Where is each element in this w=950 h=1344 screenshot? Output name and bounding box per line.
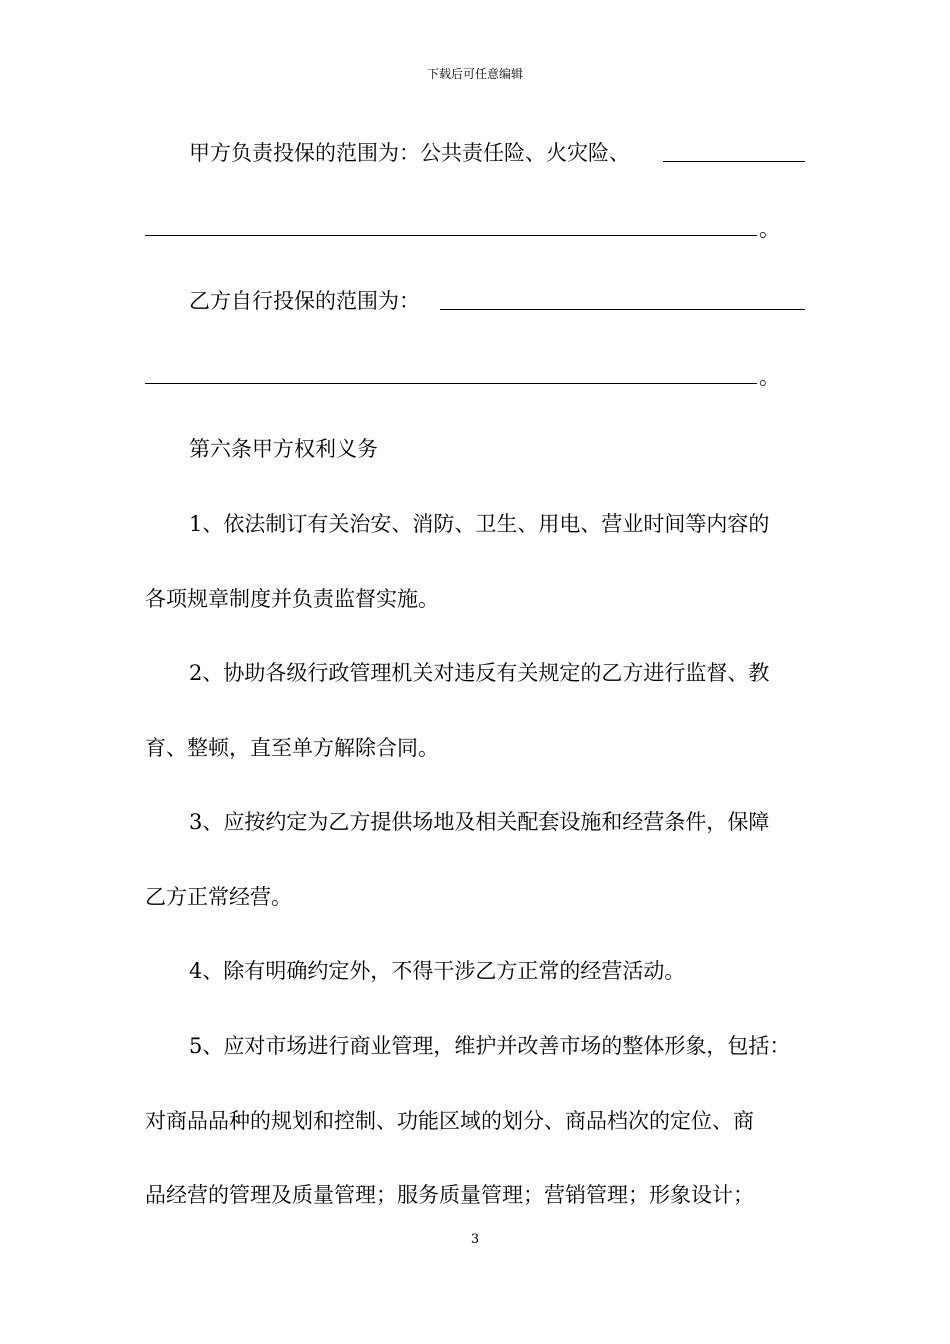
article-six-item-3-line-1: 3、应按约定为乙方提供场地及相关配套设施和经营条件，保障: [189, 810, 770, 834]
article-six-item-2-line-1: 2、协助各级行政管理机关对违反有关规定的乙方进行监督、教: [189, 661, 770, 685]
article-six-item-5-line-2: 对商品品种的规划和控制、功能区域的划分、商品档次的定位、商: [145, 1109, 754, 1133]
page-number: 3: [470, 1232, 480, 1247]
page-header: 下载后可任意编辑: [426, 67, 523, 81]
article-six-title: 第六条甲方权利义务: [189, 437, 378, 461]
article-six-item-2-line-2: 育、整顿，直至单方解除合同。: [145, 736, 439, 760]
party-a-end-mark: 。: [759, 217, 780, 241]
article-six-item-5-line-3: 品经营的管理及质量管理；服务质量管理；营销管理；形象设计；: [145, 1183, 754, 1207]
article-six-item-5-line-1: 5、应对市场进行商业管理，维护并改善市场的整体形象，包括：: [189, 1034, 791, 1058]
party-b-fill-blank-1: [440, 309, 805, 310]
party-b-insurance-scope: 乙方自行投保的范围为：: [189, 289, 420, 313]
party-a-insurance-scope: 甲方负责投保的范围为：公共责任险、火灾险、: [189, 141, 630, 165]
party-a-fill-blank-1: [663, 161, 805, 162]
article-six-item-1-line-1: 1、依法制订有关治安、消防、卫生、用电、营业时间等内容的: [189, 512, 770, 536]
party-a-fill-blank-2: [145, 235, 757, 236]
article-six-item-1-line-2: 各项规章制度并负责监督实施。: [145, 587, 439, 611]
party-b-fill-blank-2: [145, 383, 757, 384]
article-six-item-3-line-2: 乙方正常经营。: [145, 885, 292, 909]
party-b-end-mark: 。: [759, 365, 780, 389]
article-six-item-4-line-1: 4、除有明确约定外，不得干涉乙方正常的经营活动。: [189, 959, 686, 983]
